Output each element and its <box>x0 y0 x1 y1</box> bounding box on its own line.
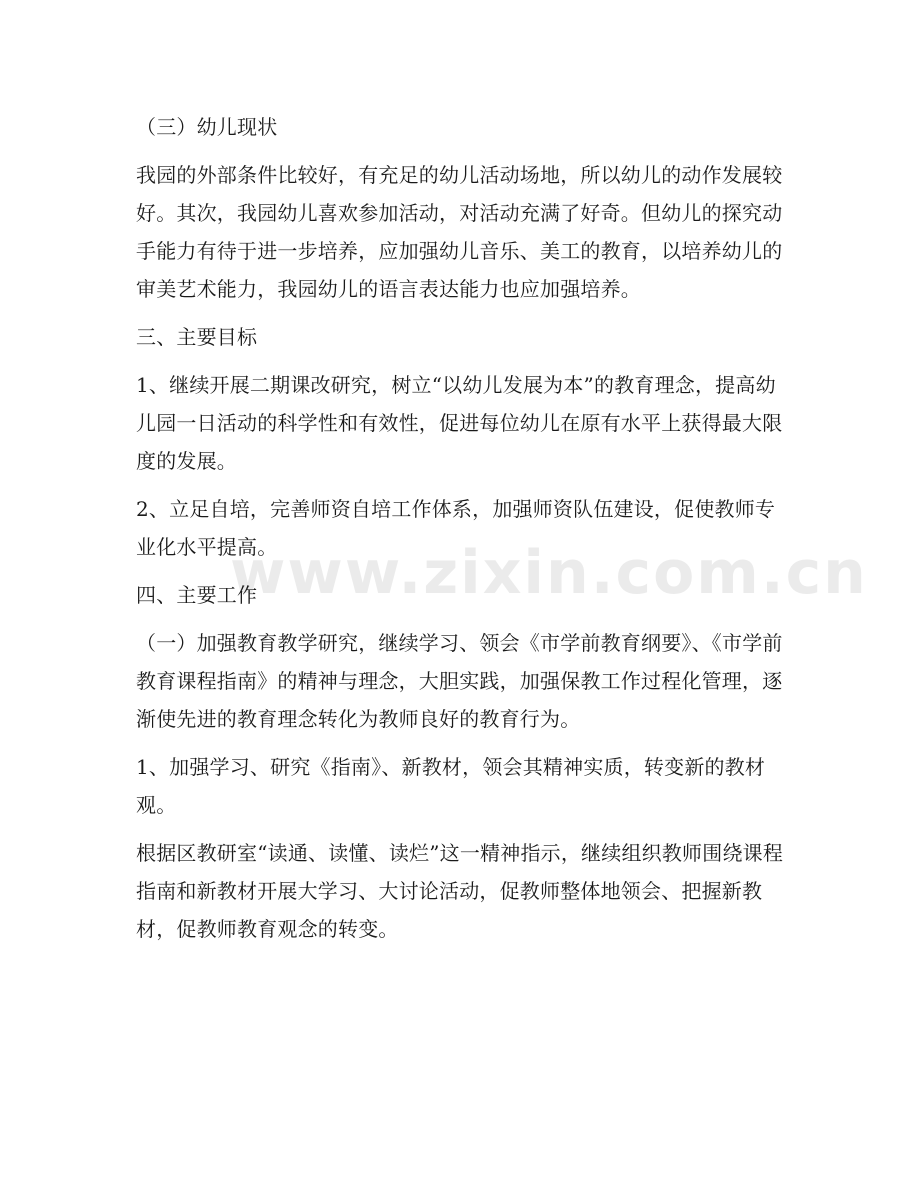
paragraph-work-1-1-detail: 根据区教研室“读通、读懂、读烂”这一精神指示，继续组织教师围绕课程指南和新教材开展大学习、大讨论活动，促教师整体地领会、把握新教材，促教师教育观念的转变。 <box>136 841 784 941</box>
document-body <box>136 108 868 958</box>
paragraph-children-status: 我园的外部条件比较好，有充足的幼儿活动场地，所以幼儿的动作发展较好。其次，我园幼儿喜欢参加活动，对活动充满了好奇。但幼儿的探究动手能力有待于进一步培养，应加强幼儿音乐、美工的教育，以培养幼儿的审美艺术能力，我园幼儿的语言表达能力也应加强培养。 <box>136 163 783 301</box>
section-heading-children-status: （三）幼儿现状 <box>136 115 278 139</box>
paragraph-work-1-1: 1、加强学习、研究《指南》、新教材，领会其精神实质，转变新的教材观。 <box>136 755 766 817</box>
paragraph-goal-1: 1、继续开展二期课改研究，树立“以幼儿发展为本”的教育理念，提高幼儿园一日活动的科学性和有效性，促进每位幼儿在原有水平上获得最大限度的发展。 <box>136 373 783 473</box>
paragraph-work-1: （一）加强教育教学研究，继续学习、领会《市学前教育纲要》、《市学前教育课程指南》的精神与理念，大胆实践，加强保教工作过程化管理，逐渐使先进的教育理念转化为教师良好的教育行为。 <box>136 631 783 731</box>
paragraph-goal-2: 2、立足自培，完善师资自培工作体系，加强师资队伍建设，促使教师专业化水平提高。 <box>136 497 776 559</box>
watermark: www.zixin.com.cn <box>230 538 868 608</box>
section-heading-main-work: 四、主要工作 <box>136 583 258 607</box>
section-heading-main-goals: 三、主要目标 <box>136 325 258 349</box>
